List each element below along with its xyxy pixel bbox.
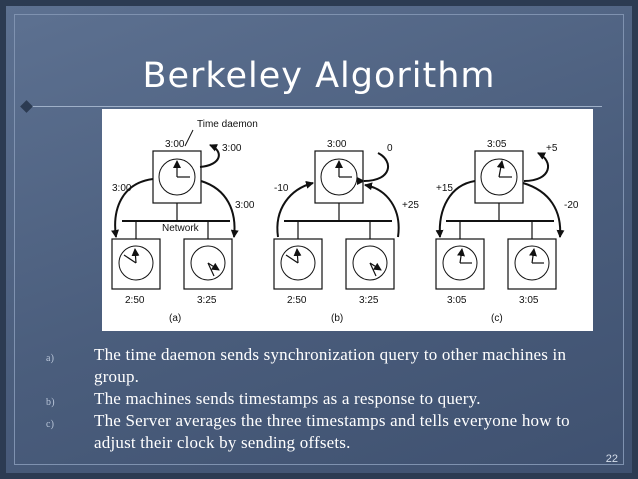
network-label: Network xyxy=(162,223,199,234)
title-divider xyxy=(30,106,602,107)
bullet-marker: a) xyxy=(46,353,55,364)
daemon-pointer-line xyxy=(185,130,193,146)
panel-a xyxy=(112,119,258,324)
bullet-marker: b) xyxy=(46,397,55,408)
panel-a-daemon-time: 3:00 xyxy=(165,139,185,150)
panel-a-machine-right-time: 3:25 xyxy=(197,295,217,306)
panel-c-daemon-time: 3:05 xyxy=(487,139,507,150)
panel-c-message-right: -20 xyxy=(564,200,579,211)
diagram-svg xyxy=(102,109,593,331)
bullet-marker: c) xyxy=(46,419,55,430)
slide-title: Berkeley Algorithm xyxy=(142,56,496,96)
bullet-item xyxy=(46,344,606,388)
bullet-text: The time daemon sends synchronization query to other machines in group. xyxy=(94,345,567,386)
panel-a-message-top: 3:00 xyxy=(222,143,242,154)
panel-b-machine-left-time: 2:50 xyxy=(287,295,307,306)
page-number: 22 xyxy=(605,453,618,465)
panel-b-message-right: +25 xyxy=(402,200,419,211)
panel-b-message-top: 0 xyxy=(387,143,393,154)
panel-b-message-left: -10 xyxy=(274,183,289,194)
bullet-item xyxy=(46,388,606,410)
time-daemon-label: Time daemon xyxy=(197,119,258,130)
panel-b-caption: (b) xyxy=(331,313,344,324)
panel-c-machine-left-time: 3:05 xyxy=(447,295,467,306)
panel-a-arrow-right xyxy=(201,181,235,237)
panel-a-message-left: 3:00 xyxy=(112,183,132,194)
panel-b-daemon-time: 3:00 xyxy=(327,139,347,150)
panel-a-caption: (a) xyxy=(169,313,182,324)
bullet-list xyxy=(46,344,606,454)
panel-a-machine-left-time: 2:50 xyxy=(125,295,145,306)
panel-a-message-right: 3:00 xyxy=(235,200,255,211)
panel-c-self-arrow xyxy=(524,153,548,181)
bullet-text: The machines sends timestamps as a response to query. xyxy=(94,389,481,408)
panel-c xyxy=(436,139,579,324)
panel-c-message-top: +5 xyxy=(546,143,558,154)
panel-c-machine-right-time: 3:05 xyxy=(519,295,539,306)
panel-c-caption: (c) xyxy=(491,313,503,324)
bullet-text: The Server averages the three timestamps and tells everyone how to adjust their clock by sending offsets. xyxy=(94,411,570,452)
panel-b xyxy=(274,139,419,324)
panel-b-machine-right-time: 3:25 xyxy=(359,295,379,306)
berkeley-diagram xyxy=(102,109,593,331)
panel-c-arrow-right xyxy=(523,183,560,237)
panel-c-message-left: +15 xyxy=(436,183,453,194)
panel-b-self-arrow xyxy=(364,153,388,181)
bullet-item xyxy=(46,410,606,454)
panel-a-self-arrow xyxy=(200,145,219,167)
